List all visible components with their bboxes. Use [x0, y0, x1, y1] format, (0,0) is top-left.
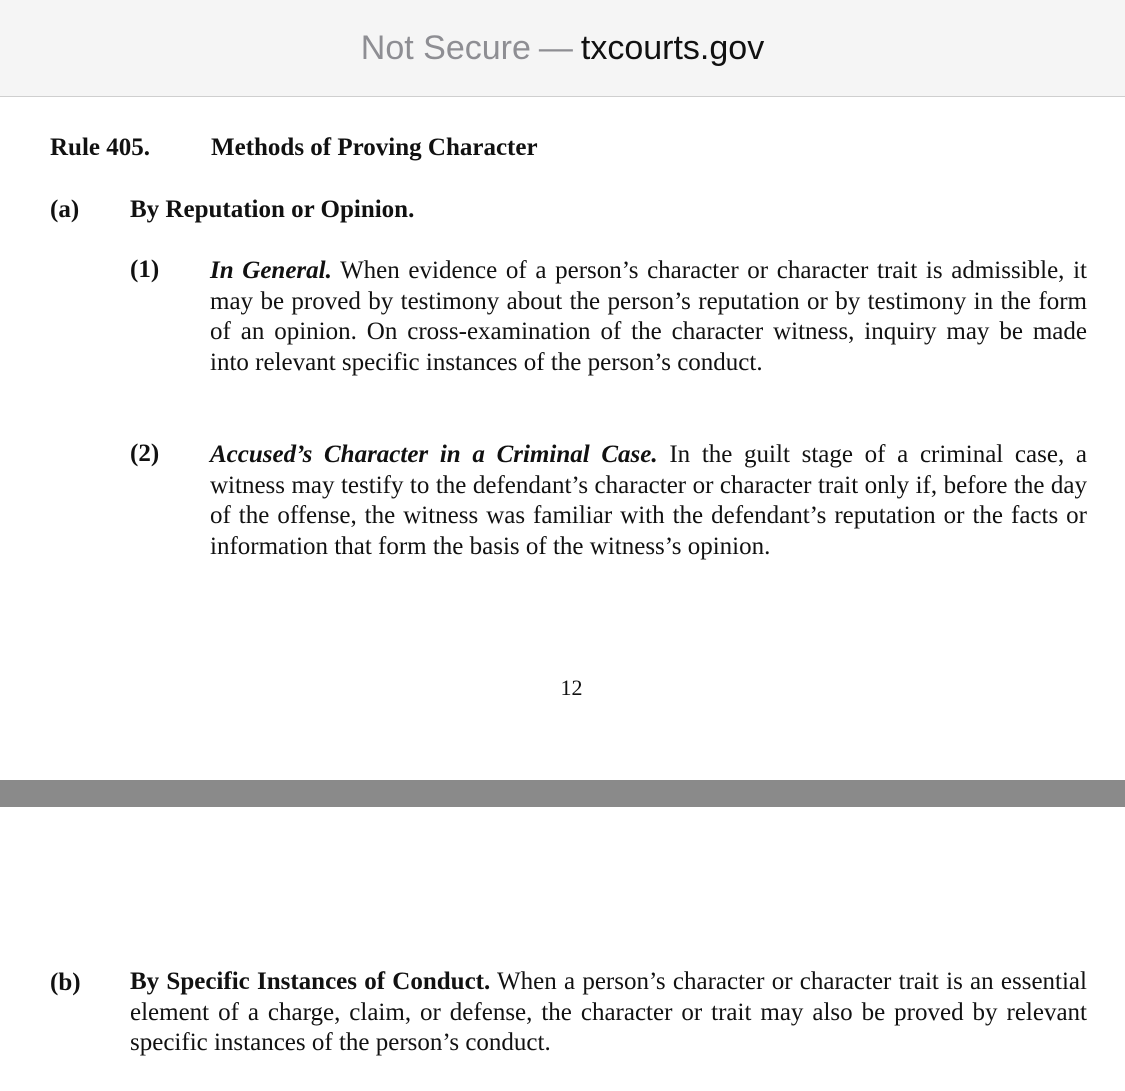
- domain-text: txcourts.gov: [580, 28, 765, 67]
- section-b-text: When a person’s character or character trait is an essential element of a charge, claim, or defense, the character or trait may also be proved by relevant specific instances of the person’s conduct.: [130, 968, 1087, 1056]
- paragraph-1: [210, 256, 1087, 378]
- paragraph-1-text: When evidence of a person’s character or character trait is admissible, it may be proved by testimony about the person’s reputation or by testimony in the form of an opinion. On cross-examination of the character witness, inquiry may be made into relevant specific instances of the person’s conduct.: [210, 257, 1087, 376]
- section-a-title: By Reputation or Opinion.: [130, 196, 415, 223]
- paragraph-2: [210, 440, 1087, 562]
- rule-number: Rule 405.: [50, 134, 150, 161]
- security-status: Not Secure: [360, 28, 531, 67]
- paragraph-1-number: (1): [130, 256, 160, 283]
- page-number: 12: [560, 675, 583, 700]
- address-bar[interactable]: [0, 0, 1125, 97]
- address-separator: —: [538, 28, 573, 67]
- section-b-paragraph: [130, 967, 1087, 1059]
- paragraph-2-lead: Accused’s Character in a Criminal Case.: [210, 441, 658, 468]
- section-b-lead: By Specific Instances of Conduct.: [130, 968, 491, 995]
- paragraph-2-text: In the guilt stage of a criminal case, a witness may testify to the defendant’s character or character trait only if, before the day of the offense, the witness was familiar with the defendant’s reputation or the facts or information that form the basis of the witness’s opinion.: [210, 441, 1087, 560]
- document-page-13: [0, 807, 1125, 1091]
- paragraph-2-number: (2): [130, 440, 160, 467]
- document-page-12: [0, 97, 1125, 780]
- section-a-label: (a): [50, 196, 80, 223]
- section-b-label: (b): [50, 969, 81, 996]
- rule-title: Methods of Proving Character: [211, 134, 538, 161]
- paragraph-1-lead: In General.: [210, 257, 332, 284]
- page-divider: [0, 780, 1125, 807]
